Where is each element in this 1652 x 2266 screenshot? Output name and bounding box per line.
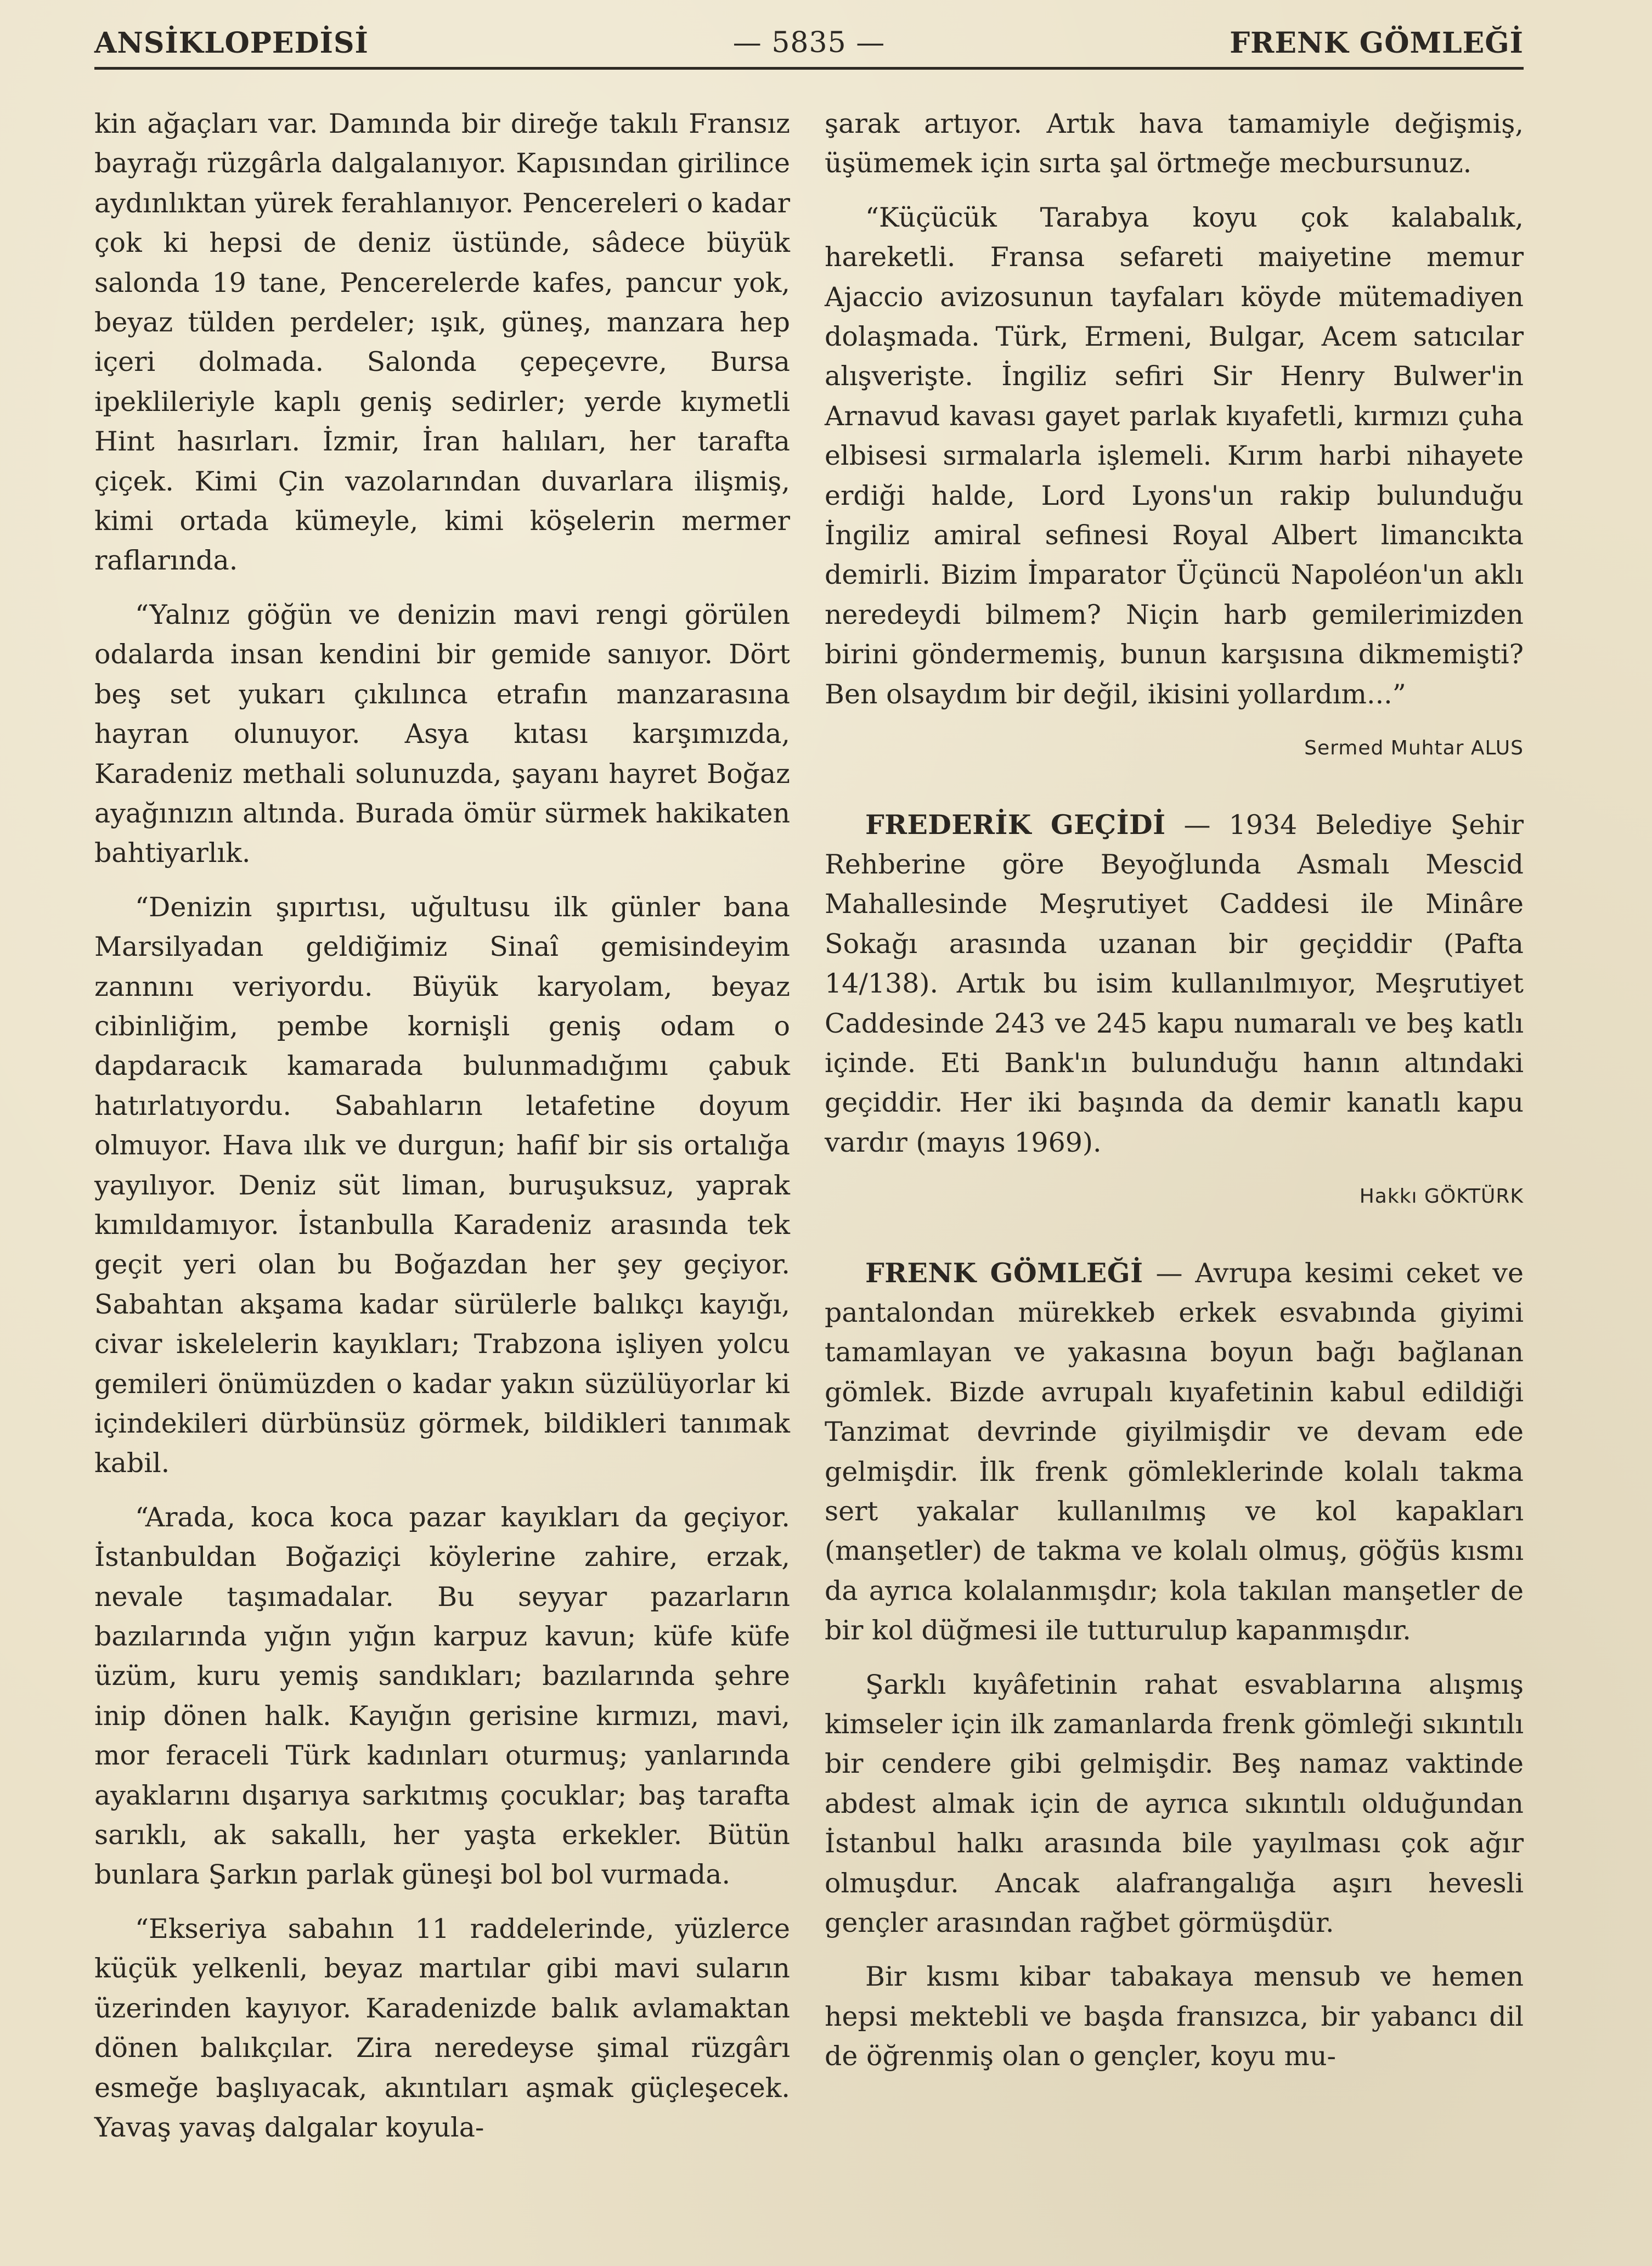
entry-frenk-gomlegi: [825, 1253, 1524, 1651]
header-rule: [94, 67, 1524, 70]
left-paragraph-3: “Denizin şıpırtısı, uğultusu ilk günler bana Marsilyadan geldiğimiz Sinaî gemisindeyim zannını veriyordu. Büyük karyolam, beyaz cibinliğim, pembe kornişli geniş odam o dapdaracık kamarada bulunmadığımı çabuk hatırlatıyordu. Sabahların letafetine doyum olmuyor. Hava ılık ve durgun; hafif bir sis ortalığa yayılıyor. Deniz süt liman, buruşuksuz, yaprak kımıldamıyor. İstanbulla Karadeniz arasında tek geçit yeri olan bu Boğazdan her şey geçiyor. Sabahtan akşama kadar sürülerle balıkçı kayığı, civar iskelelerin kayıkları; Trabzona işliyen yolcu gemileri önümüzden o kadar yakın süzülüyorlar ki içindekileri dürbünsüz görmek, bildikleri tanımak kabil.: [94, 891, 790, 1479]
left-paragraph-2: “Yalnız göğün ve denizin mavi rengi görülen odalarda insan kendini bir gemide sanıyor. Dört beş set yukarı çıkılınca etrafın manzarasına hayran olunuyor. Asya kıtası karşımızda, Karadeniz methali solunuzda, şayanı hayret Boğaz ayağınızın altında. Burada ömür sürmek hakikaten bahtiyarlık.: [94, 599, 790, 869]
headword-frenk-gomlegi: FRENK GÖMLEĞİ: [865, 1256, 1143, 1289]
header-running-head: FRENK GÖMLEĞİ: [1230, 26, 1524, 60]
left-paragraph-5: “Ekseriya sabahın 11 raddelerinde, yüzlerce küçük yelkenli, beyaz martılar gibi mavi suların üzerinden kayıyor. Karadenizde balık avlamaktan dönen balıkçılar. Zira neredeyse şimal rüzgârı esmeğe başlıyacak, akıntıları aşmak güçleşecek. Yavaş yavaş dalgalar koyula-: [94, 1913, 790, 2143]
left-column: [94, 104, 790, 2147]
entry-spacer: [825, 1217, 1524, 1253]
right-paragraph-3: Şarklı kıyâfetinin rahat esvablarına alışmış kimseler için ilk zamanlarda frenk gömleği sıkıntılı bir cendere gibi gelmişdir. Beş namaz vaktinde abdest almak için de ayrıca sıkıntılı olduğundan İstanbul halkı arasında bile yayılması çok ağır olmuşdur. Ancak alafrangalığa aşırı hevesli gençler arasından rağbet görmüşdür.: [825, 1669, 1524, 1939]
entry-frederik-gecidi: [825, 805, 1524, 1163]
headword-frederik-gecidi: FREDERİK GEÇİDİ: [865, 808, 1166, 841]
right-column: [825, 104, 1524, 2077]
left-paragraph-4: “Arada, koca koca pazar kayıkları da geçiyor. İstanbuldan Boğaziçi köylerine zahire, erzak, nevale taşımadalar. Bu seyyar pazarların bazılarında yığın yığın karpuz kavun; küfe küfe üzüm, kuru yemiş sandıkları; bazılarında şehre inip dönen halk. Kayığın gerisine kırmızı, mavi, mor feraceli Türk kadınları oturmuş; yanlarında ayaklarını dışarıya sarkıtmış çocuklar; baş tarafta sarıklı, ak sakallı, her yaşta erkekler. Bütün bunlara Şarkın parlak güneşi bol bol vurmada.: [94, 1501, 790, 1891]
page-header: [94, 26, 1524, 65]
signature-markturk: Hakkı GÖKTÜRK: [1359, 1185, 1524, 1208]
signature-alus: Sermed Muhtar ALUS: [1304, 737, 1524, 760]
left-paragraph-1: kin ağaçları var. Damında bir direğe takılı Fransız bayrağı rüzgârla dalgalanıyor. Kapısından girilince aydınlıktan yürek ferahlanıyor. Pencereleri o kadar çok ki hepsi de deniz üstünde, sâdece büyük salonda 19 tane, Pencerelerde kafes, pancur yok, beyaz tülden perdeler; ışık, güneş, manzara hep içeri dolmada. Salonda çepeçevre, Bursa ipeklileriyle kaplı geniş sedirler; yerde kıymetli Hint hasırları. İzmir, İran halıları, her tarafta çiçek. Kimi Çin vazolarından duvarlara ilişmiş, kimi ortada kümeyle, kimi köşelerin mermer raflarında.: [94, 108, 790, 577]
right-paragraph-1: şarak artıyor. Artık hava tamamiyle değişmiş, üşümemek için sırta şal örtmeğe mecbursunuz.: [825, 108, 1524, 179]
page-number: — 5835 —: [732, 26, 886, 59]
right-paragraph-4: Bir kısmı kibar tabakaya mensub ve hemen hepsi mektebli ve başda fransızca, bir yabancı dil de öğrenmiş olan o gençler, koyu mu-: [825, 1961, 1524, 2072]
header-title-left: ANSİKLOPEDİSİ: [94, 26, 369, 60]
entry-frenk-body: — Avrupa kesimi ceket ve pantalondan mürekkeb erkek esvabında giyimi tamamlayan ve yakasına boyun bağı bağlanan gömlek. Bizde avrupalı kıyafetinin kabul edildiği Tanzimat devrinde giyilmişdir ve devam ede gelmişdir. İlk frenk gömleklerinde kolalı takma sert yakalar kullanılmış ve kol kapakları (manşetler) de takma ve kolalı olmuş, göğüs kısmı da ayrıca kolalanmışdır; kola takılan manşetler de bir kol düğmesi ile tutturulup kapanmışdır.: [825, 1257, 1524, 1647]
right-paragraph-2: “Küçücük Tarabya koyu çok kalabalık, hareketli. Fransa sefareti maiyetine memur Ajaccio avizosunun tayfaları köyde mütemadiyen dolaşmada. Türk, Ermeni, Bulgar, Acem satıcılar alışverişte. İngiliz sefiri Sir Henry Bulwer'in Arnavud kavası gayet parlak kıyafetli, kırmızı çuha elbisesi sırmalarla işlemeli. Kırım harbi nihayete erdiği halde, Lord Lyons'un rakip bulunduğu İngiliz amiral sefinesi Royal Albert limancıkta demirli. Bizim İmparator Üçüncü Napoléon'un aklı neredeydi bilmem? Niçin harb gemilerimizden birini göndermemiş, bunun karşısına dikmemişti? Ben olsaydım bir değil, ikisini yollardım...”: [825, 201, 1524, 710]
entry-frederik-body: — 1934 Belediye Şehir Rehberine göre Beyoğlunda Asmalı Mescid Mahallesinde Meşrutiyet Caddesi ile Minâre Sokağı arasında uzanan bir geçiddir (Pafta 14/138). Artık bu isim kullanılmıyor, Meşrutiyet Caddesinde 243 ve 245 kapu numaralı ve beş katlı içinde. Eti Bank'ın bulunduğu hanın altındaki geçiddir. Her iki başında da demir kanatlı kapu vardır (mayıs 1969).: [825, 809, 1524, 1158]
entry-spacer: [825, 769, 1524, 805]
